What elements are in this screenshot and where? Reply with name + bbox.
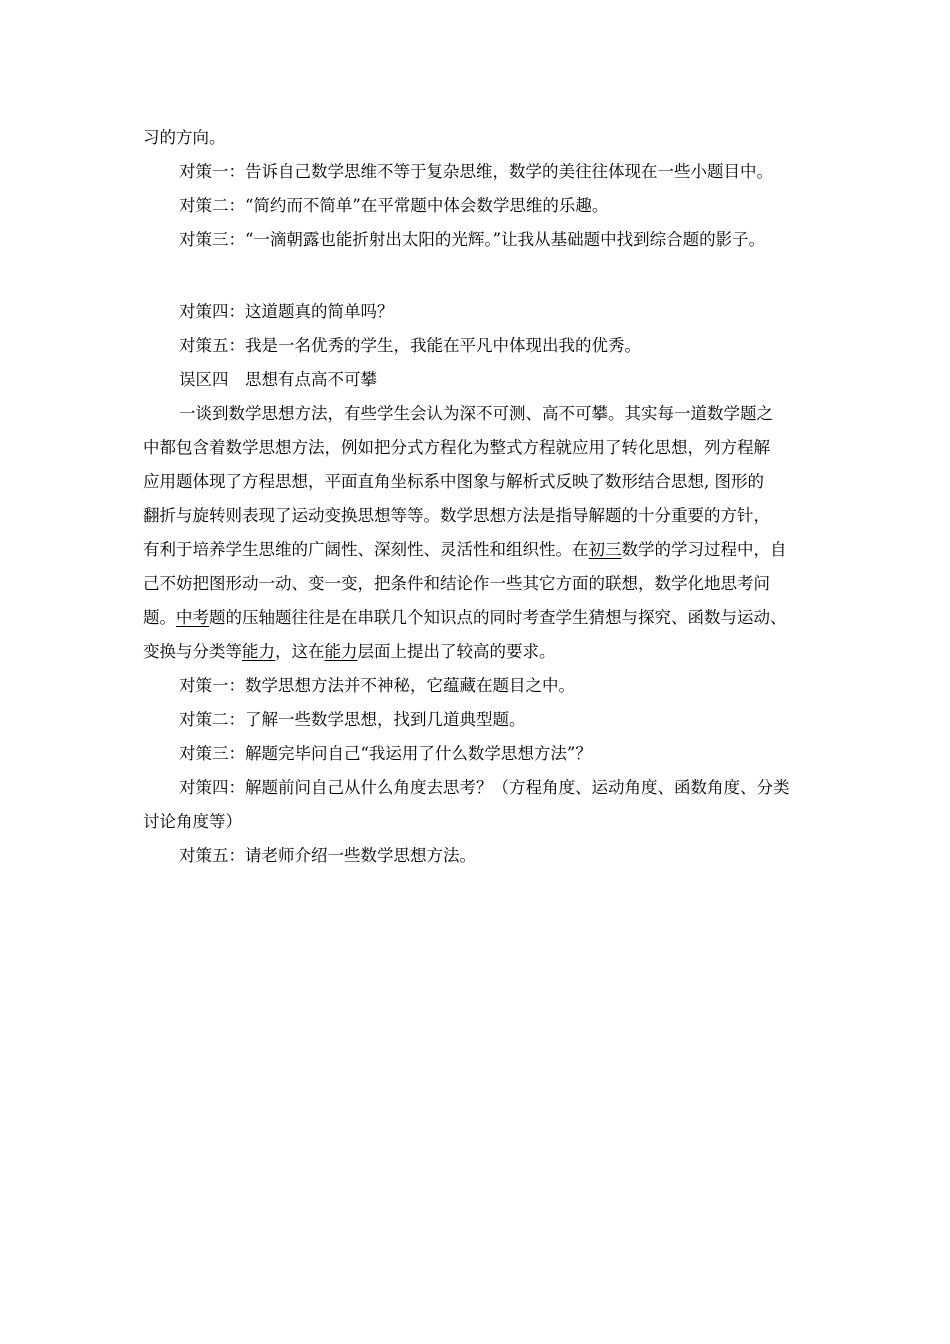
text-run: 有利于培养学生思维的广阔性、深刻性、灵活性和组织性。在 xyxy=(143,540,589,559)
paragraph-line xyxy=(143,601,823,635)
paragraph-line: 己不妨把图形动一动、变一变，把条件和结论作一些其它方面的联想，数学化地思考问 xyxy=(143,574,770,593)
link-chusan[interactable]: 初三 xyxy=(588,540,622,559)
strategy-4: 对策四：这道题真的简单吗？ xyxy=(179,302,394,321)
strategy-4: 对策四：解题前问自己从什么角度去思考？（方程角度、运动角度、函数角度、分类 xyxy=(179,778,790,797)
strategy-5: 对策五：请老师介绍一些数学思想方法。 xyxy=(179,846,476,865)
paragraph-line: 一谈到数学思想方法，有些学生会认为深不可测、高不可攀。其实每一道数学题之 xyxy=(179,404,773,423)
paragraph-line xyxy=(143,533,823,567)
strategy-4-continued: 讨论角度等） xyxy=(143,812,242,831)
strategy-5: 对策五：我是一名优秀的学生，我能在平凡中体现出我的优秀。 xyxy=(179,336,641,355)
text-run: ，这在 xyxy=(275,642,325,661)
strategy-3: 对策三：解题完毕问自己“我运用了什么数学思想方法”？ xyxy=(179,744,592,763)
text-run: 题的压轴题往往是在串联几个知识点的同时考查学生猜想与探究、函数与运动、 xyxy=(209,608,787,627)
text-run: 题。 xyxy=(143,608,176,627)
strategy-2: 对策二：了解一些数学思想，找到几道典型题。 xyxy=(179,710,526,729)
document-body xyxy=(143,121,823,873)
text-line: 习的方向。 xyxy=(143,128,226,147)
link-zhongkao[interactable]: 中考 xyxy=(176,608,209,627)
strategy-3: 对策三：“一滴朝露也能折射出太阳的光辉。”让我从基础题中找到综合题的影子。 xyxy=(179,230,766,249)
paragraph-line: 应用题体现了方程思想，平面直角坐标系中图象与解析式反映了数形结合思想, 图形的 xyxy=(143,472,764,491)
section-heading: 误区四 思想有点高不可攀 xyxy=(179,370,377,389)
strategy-1: 对策一：告诉自己数学思维不等于复杂思维，数学的美往往体现在一些小题目中。 xyxy=(179,162,773,181)
link-nengli[interactable]: 能力 xyxy=(242,642,275,661)
strategy-2: 对策二：“简约而不简单”在平常题中体会数学思维的乐趣。 xyxy=(179,196,609,215)
link-nengli[interactable]: 能力 xyxy=(324,642,358,661)
paragraph-line: 翻折与旋转则表现了运动变换思想等等。数学思想方法是指导解题的十分重要的方针， xyxy=(143,506,770,525)
text-run: 变换与分类等 xyxy=(143,642,242,661)
paragraph-line: 中都包含着数学思想方法，例如把分式方程化为整式方程就应用了转化思想，列方程解 xyxy=(143,438,770,457)
paragraph-line xyxy=(143,635,823,669)
blank-line xyxy=(143,257,823,295)
text-run: 数学的学习过程中，自 xyxy=(621,540,787,559)
text-run: 层面上提出了较高的要求。 xyxy=(357,642,556,661)
strategy-1: 对策一：数学思想方法并不神秘，它蕴藏在题目之中。 xyxy=(179,676,575,695)
